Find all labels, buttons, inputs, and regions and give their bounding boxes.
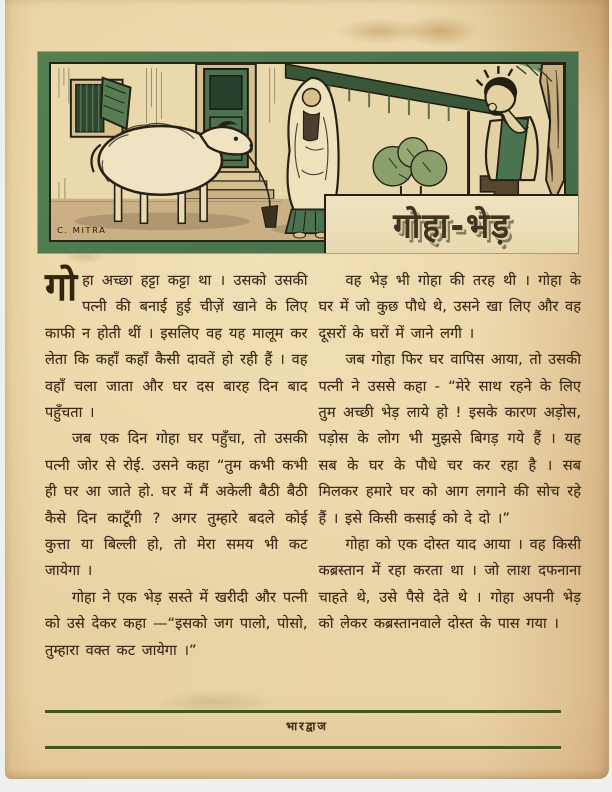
- story-illustration-frame: [38, 52, 578, 253]
- bush-drawing: [373, 138, 447, 200]
- footer-rule-bottom: [45, 746, 561, 749]
- paragraph: गोहा ने एक भेड़ सस्ते में खरीदी और पत्नी को उसे देकर कहा —“इसको जग पालो, पोसो, तुम्हारा वक्त कट जायेगा ।”: [45, 588, 308, 659]
- paragraph-text: हा अच्छा हट्टा कट्टा था । उसको उसकी पत्नी की बनाई हुई चीज़ें खाने के लिए काफी न होती थीं । इसलिए वह यह मालूम कर लेता कि कहाँ कहाँ कैसी दावतें हो रही हैं । वह वहाँ चला जाता और घर दस बारह दिन बाद पहुँचता ।: [45, 272, 308, 422]
- right-column: [319, 268, 582, 664]
- paragraph: वह भेड़ भी गोहा की तरह थी । गोहा के घर में जो कुछ पौधे थे, उसने खा लिए और वह दूसरों के घरों में जाने लगी ।: [318, 272, 581, 342]
- paper-stain: [335, 18, 425, 44]
- paragraph: गोहा को एक दोस्त याद आया । वह किसी कब्रस्तान में रहा करता था । जो लाश दफनाना चाहते थे, उसे पैसे देते थे । गोहा अपनी भेड़ को लेकर कब्रस्तानवाले दोस्त के पास गया ।: [318, 536, 581, 633]
- footer-magazine-name: भारद्वाज: [286, 719, 328, 733]
- paragraph: जब एक दिन गोहा घर पहुँचा, तो उसकी पत्नी जोर से रोई. उसने कहा “तुम कभी कभी ही घर आ जाते हो. घर में मैं अकेली बैठी बैठी कैसे दिन काटूँगी ? अगर तुम्हारे बदले कोई कुत्ता या बिल्ली हो, तो मेरा समय भी कट जायेगा ।: [45, 430, 308, 580]
- story-title: गोहा-भेड़: [393, 205, 511, 247]
- drop-cap: गो: [45, 265, 78, 310]
- story-body: [45, 265, 581, 664]
- left-column: [45, 265, 308, 664]
- paragraph: [45, 265, 308, 426]
- paragraph: जब गोहा फिर घर वापिस आया, तो उसकी पत्नी ने उससे कहा - “मेरे साथ रहने के लिए तुम अच्छी भेड़ लाये हो ! इसके कारण अड़ोस, पड़ोस के लोग भी मुझसे बिगड़ गये हैं । यह सब के घर के पौधे चर कर रहा है । सब मिलकर हमारे घर को आग लगाने की सोच रहे हैं । इसे किसी कसाई को दे दो ।”: [318, 351, 581, 527]
- story-title-box: [324, 194, 578, 253]
- footer-rule-top: [45, 710, 561, 713]
- artist-signature: C. MITRA: [56, 225, 107, 236]
- magazine-page: [5, 0, 609, 779]
